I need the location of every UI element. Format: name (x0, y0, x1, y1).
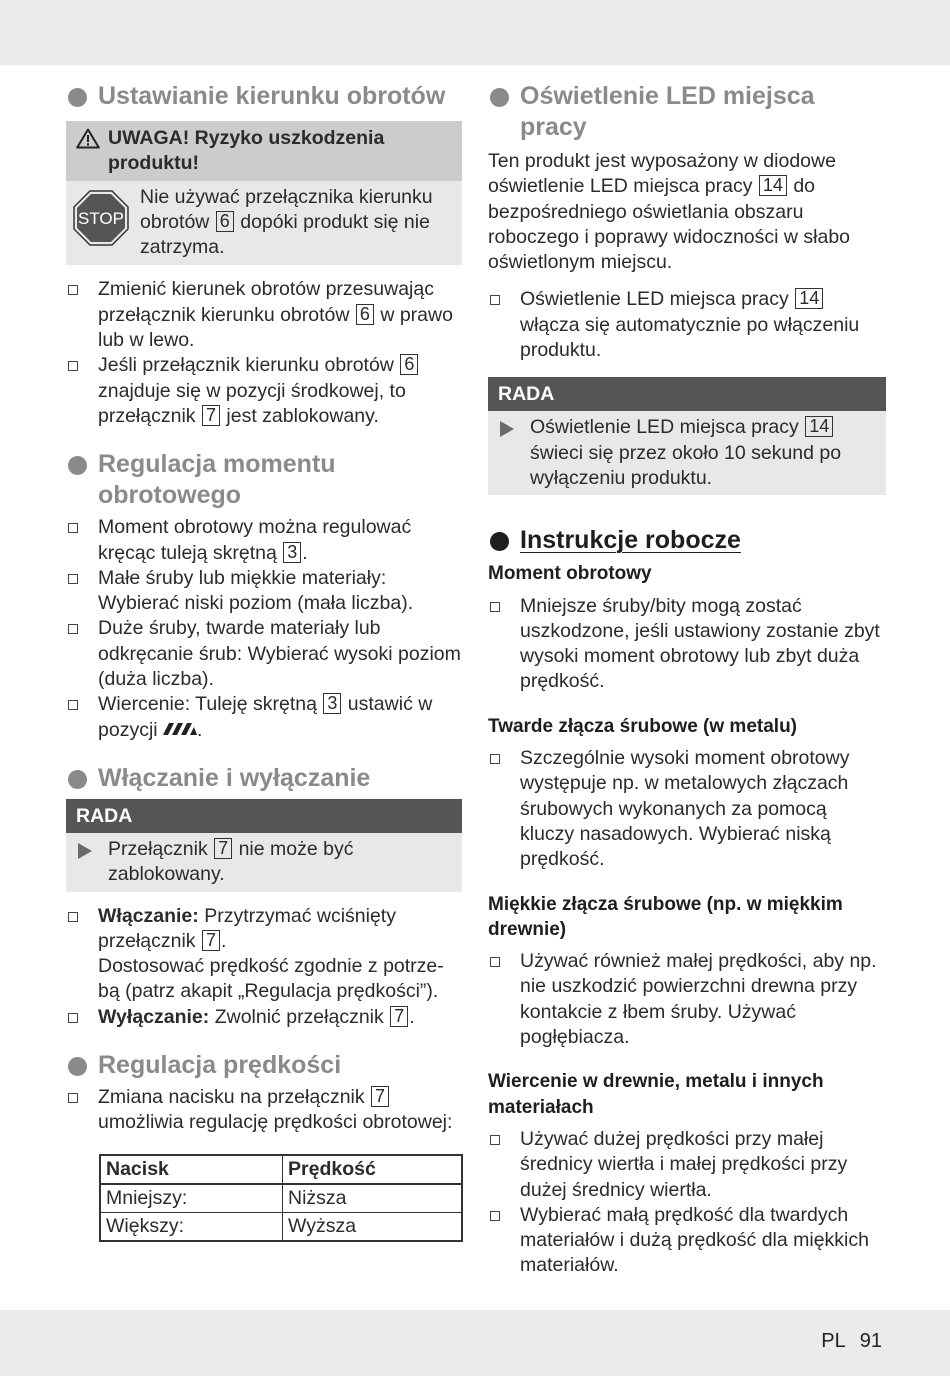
table-cell: Większy: (100, 1212, 283, 1241)
soft-joints-notes (488, 949, 886, 1050)
checkbox-bullet-icon (68, 574, 78, 584)
list-item: Zmiana nacisku na przełącznik 7 umożliwia regulację prędkości obrotowej: (66, 1085, 462, 1136)
on-off-steps (66, 904, 462, 1030)
bullet-dot-icon (68, 456, 87, 475)
right-column (488, 78, 886, 1279)
list-item: Zmienić kierunek obrotów przesuwając przełącznik kierunku obrotów 6 w prawo lub w lewo. (66, 277, 462, 353)
checkbox-bullet-icon (68, 285, 78, 295)
language-code: PL (821, 1330, 846, 1352)
checkbox-bullet-icon (68, 700, 78, 710)
section-title-led: Oświetlenie LED miejsca pracy (488, 81, 886, 143)
bullet-dot-icon (490, 88, 509, 107)
tip-body: Oświetlenie LED miejsca pracy 14 świeci się przez około 10 sekund po wyłączeniu produktu. (488, 411, 886, 495)
table-row (100, 1212, 462, 1241)
part-ref-box: 3 (323, 693, 341, 714)
rotation-steps (66, 277, 462, 429)
warning-title: UWAGA! Ryzyko uszkodzenia produktu! (66, 121, 462, 181)
list-item: Mniejsze śruby/bity mogą zostać uszkodzone, jeśli ustawiony zostanie zbyt wysoki moment obrotowy lub zbyt duża prędkość. (488, 594, 886, 695)
speed-steps (66, 1085, 462, 1136)
bullet-dot-icon (68, 1057, 87, 1076)
warning-triangle-icon (76, 128, 100, 149)
table-header-cell: Nacisk (100, 1155, 283, 1184)
part-ref-box: 14 (759, 175, 787, 196)
table-cell: Niższa (283, 1184, 463, 1213)
bullet-dot-icon (68, 88, 87, 107)
checkbox-bullet-icon (68, 361, 78, 371)
tip-box (488, 377, 886, 495)
checkbox-bullet-icon (68, 912, 78, 922)
list-item: Używać również małej prędkości, aby np. nie uszkodzić powierzchni drewna przy kontakcie z łbem śruby. Używać pogłębiacza. (488, 949, 886, 1050)
tip-title: RADA (66, 799, 462, 833)
list-item: Jeśli przełącznik kierunku obrotów 6 znajduje się w pozycji środkowej, to przełącznik 7 jest zablokowany. (66, 353, 462, 429)
checkbox-bullet-icon (68, 624, 78, 634)
subheading-drilling: Wiercenie w drewnie, metalu i innych materiałach (488, 1071, 824, 1118)
checkbox-bullet-icon (68, 1093, 78, 1103)
torque-steps (66, 515, 462, 743)
stop-sign-icon (73, 190, 129, 246)
part-ref-box: 6 (400, 354, 418, 375)
arrow-right-icon (78, 843, 92, 859)
part-ref-box: 14 (805, 416, 833, 437)
left-column (66, 78, 462, 1242)
checkbox-bullet-icon (490, 602, 500, 612)
part-ref-box: 6 (356, 304, 374, 325)
bullet-dot-icon (68, 770, 87, 789)
checkbox-bullet-icon (68, 1013, 78, 1023)
part-ref-box: 7 (202, 930, 220, 951)
led-steps (488, 287, 886, 363)
list-item: Używać dużej prędkości przy małej średnicy wiertła i małej prędkości przy dużej średnicy wiertła. (488, 1127, 886, 1203)
checkbox-bullet-icon (490, 957, 500, 967)
list-item: Małe śruby lub miękkie materiały: Wybierać niski poziom (mała liczba). (66, 566, 462, 617)
part-ref-box: 7 (390, 1006, 408, 1027)
warning-box (66, 121, 462, 265)
subheading-torque: Moment obrotowy (488, 563, 652, 585)
header-band (0, 0, 950, 65)
section-title-speed: Regulacja prędkości (66, 1050, 462, 1081)
arrow-right-icon (500, 421, 514, 437)
table-header-row (100, 1155, 462, 1184)
part-ref-box: 14 (795, 288, 823, 309)
bullet-dot-icon (490, 532, 509, 551)
page-footer (807, 1330, 882, 1353)
torque-notes (488, 594, 886, 695)
list-item: Wiercenie: Tuleję skrętną 3 ustawić w pozycji . (66, 692, 462, 743)
section-title-on-off: Włączanie i wyłączanie (66, 763, 462, 794)
speed-table (99, 1154, 463, 1242)
table-row (100, 1184, 462, 1213)
checkbox-bullet-icon (490, 295, 500, 305)
list-item: Moment obrotowy można regulować kręcąc tuleją skrętną 3 . (66, 515, 462, 566)
drilling-notes (488, 1127, 886, 1279)
part-ref-box: 7 (202, 405, 220, 426)
section-title-torque: Regulacja momentu obrotowego (66, 449, 462, 511)
checkbox-bullet-icon (490, 1135, 500, 1145)
subheading-soft-joints: Miękkie złącza śrubowe (np. w miękkim drewnie) (488, 893, 843, 940)
tip-box (66, 799, 462, 892)
part-ref-box: 3 (283, 542, 301, 563)
part-ref-box: 7 (371, 1086, 389, 1107)
list-item: Włączanie: Przytrzymać wciśnięty przełącznik 7 . Dostosować prędkość zgodnie z potrze- bą (patrz akapit „Regulacja prędkości”). (66, 904, 462, 1005)
table-cell: Wyższa (283, 1212, 463, 1241)
list-item: Wybierać małą prędkość dla twardych materiałów i dużą prędkość dla miękkich materiałów. (488, 1203, 886, 1279)
svg-text:STOP: STOP (78, 208, 124, 228)
section-title-rotation-direction: Ustawianie kierunku obrotów (66, 81, 462, 112)
list-item: Duże śruby, twarde materiały lub odkręcanie śrub: Wybierać wysoki poziom (duża liczba). (66, 616, 462, 692)
drill-mode-icon (163, 722, 197, 736)
section-title-work-instructions: Instrukcje robocze (488, 525, 886, 556)
warning-body: STOP Nie używać przełącznika kierunku obrotów 6 dopóki produkt się nie zatrzyma. (66, 181, 462, 266)
subheading-hard-joints: Twarde złącza śrubowe (w metalu) (488, 715, 798, 737)
list-item: Oświetlenie LED miejsca pracy 14 włącza się automatycznie po włączeniu produktu. (488, 287, 886, 363)
led-description: Ten produkt jest wyposażony w diodowe oświetlenie LED miejsca pracy 14 do bezpośredniego oświetlania obszaru roboczego i poprawy widoczności w słabo oświetlonym miejscu. (488, 150, 851, 274)
table-cell: Mniejszy: (100, 1184, 283, 1213)
checkbox-bullet-icon (68, 523, 78, 533)
part-ref-box: 7 (214, 838, 232, 859)
tip-title: RADA (488, 377, 886, 411)
checkbox-bullet-icon (490, 754, 500, 764)
list-item: Szczególnie wysoki moment obrotowy występuje np. w metalowych złączach śrubowych wykonanych za pomocą kluczy nasadowych. Wybierać niską prędkość. (488, 746, 886, 872)
part-ref-box: 6 (216, 211, 234, 232)
hard-joints-notes (488, 746, 886, 872)
list-item: Wyłączanie: Zwolnić przełącznik 7 . (66, 1005, 462, 1030)
page-number: 91 (859, 1330, 882, 1352)
tip-body: Przełącznik 7 nie może być zablokowany. (66, 833, 462, 892)
table-header-cell: Prędkość (283, 1155, 463, 1184)
checkbox-bullet-icon (490, 1211, 500, 1221)
